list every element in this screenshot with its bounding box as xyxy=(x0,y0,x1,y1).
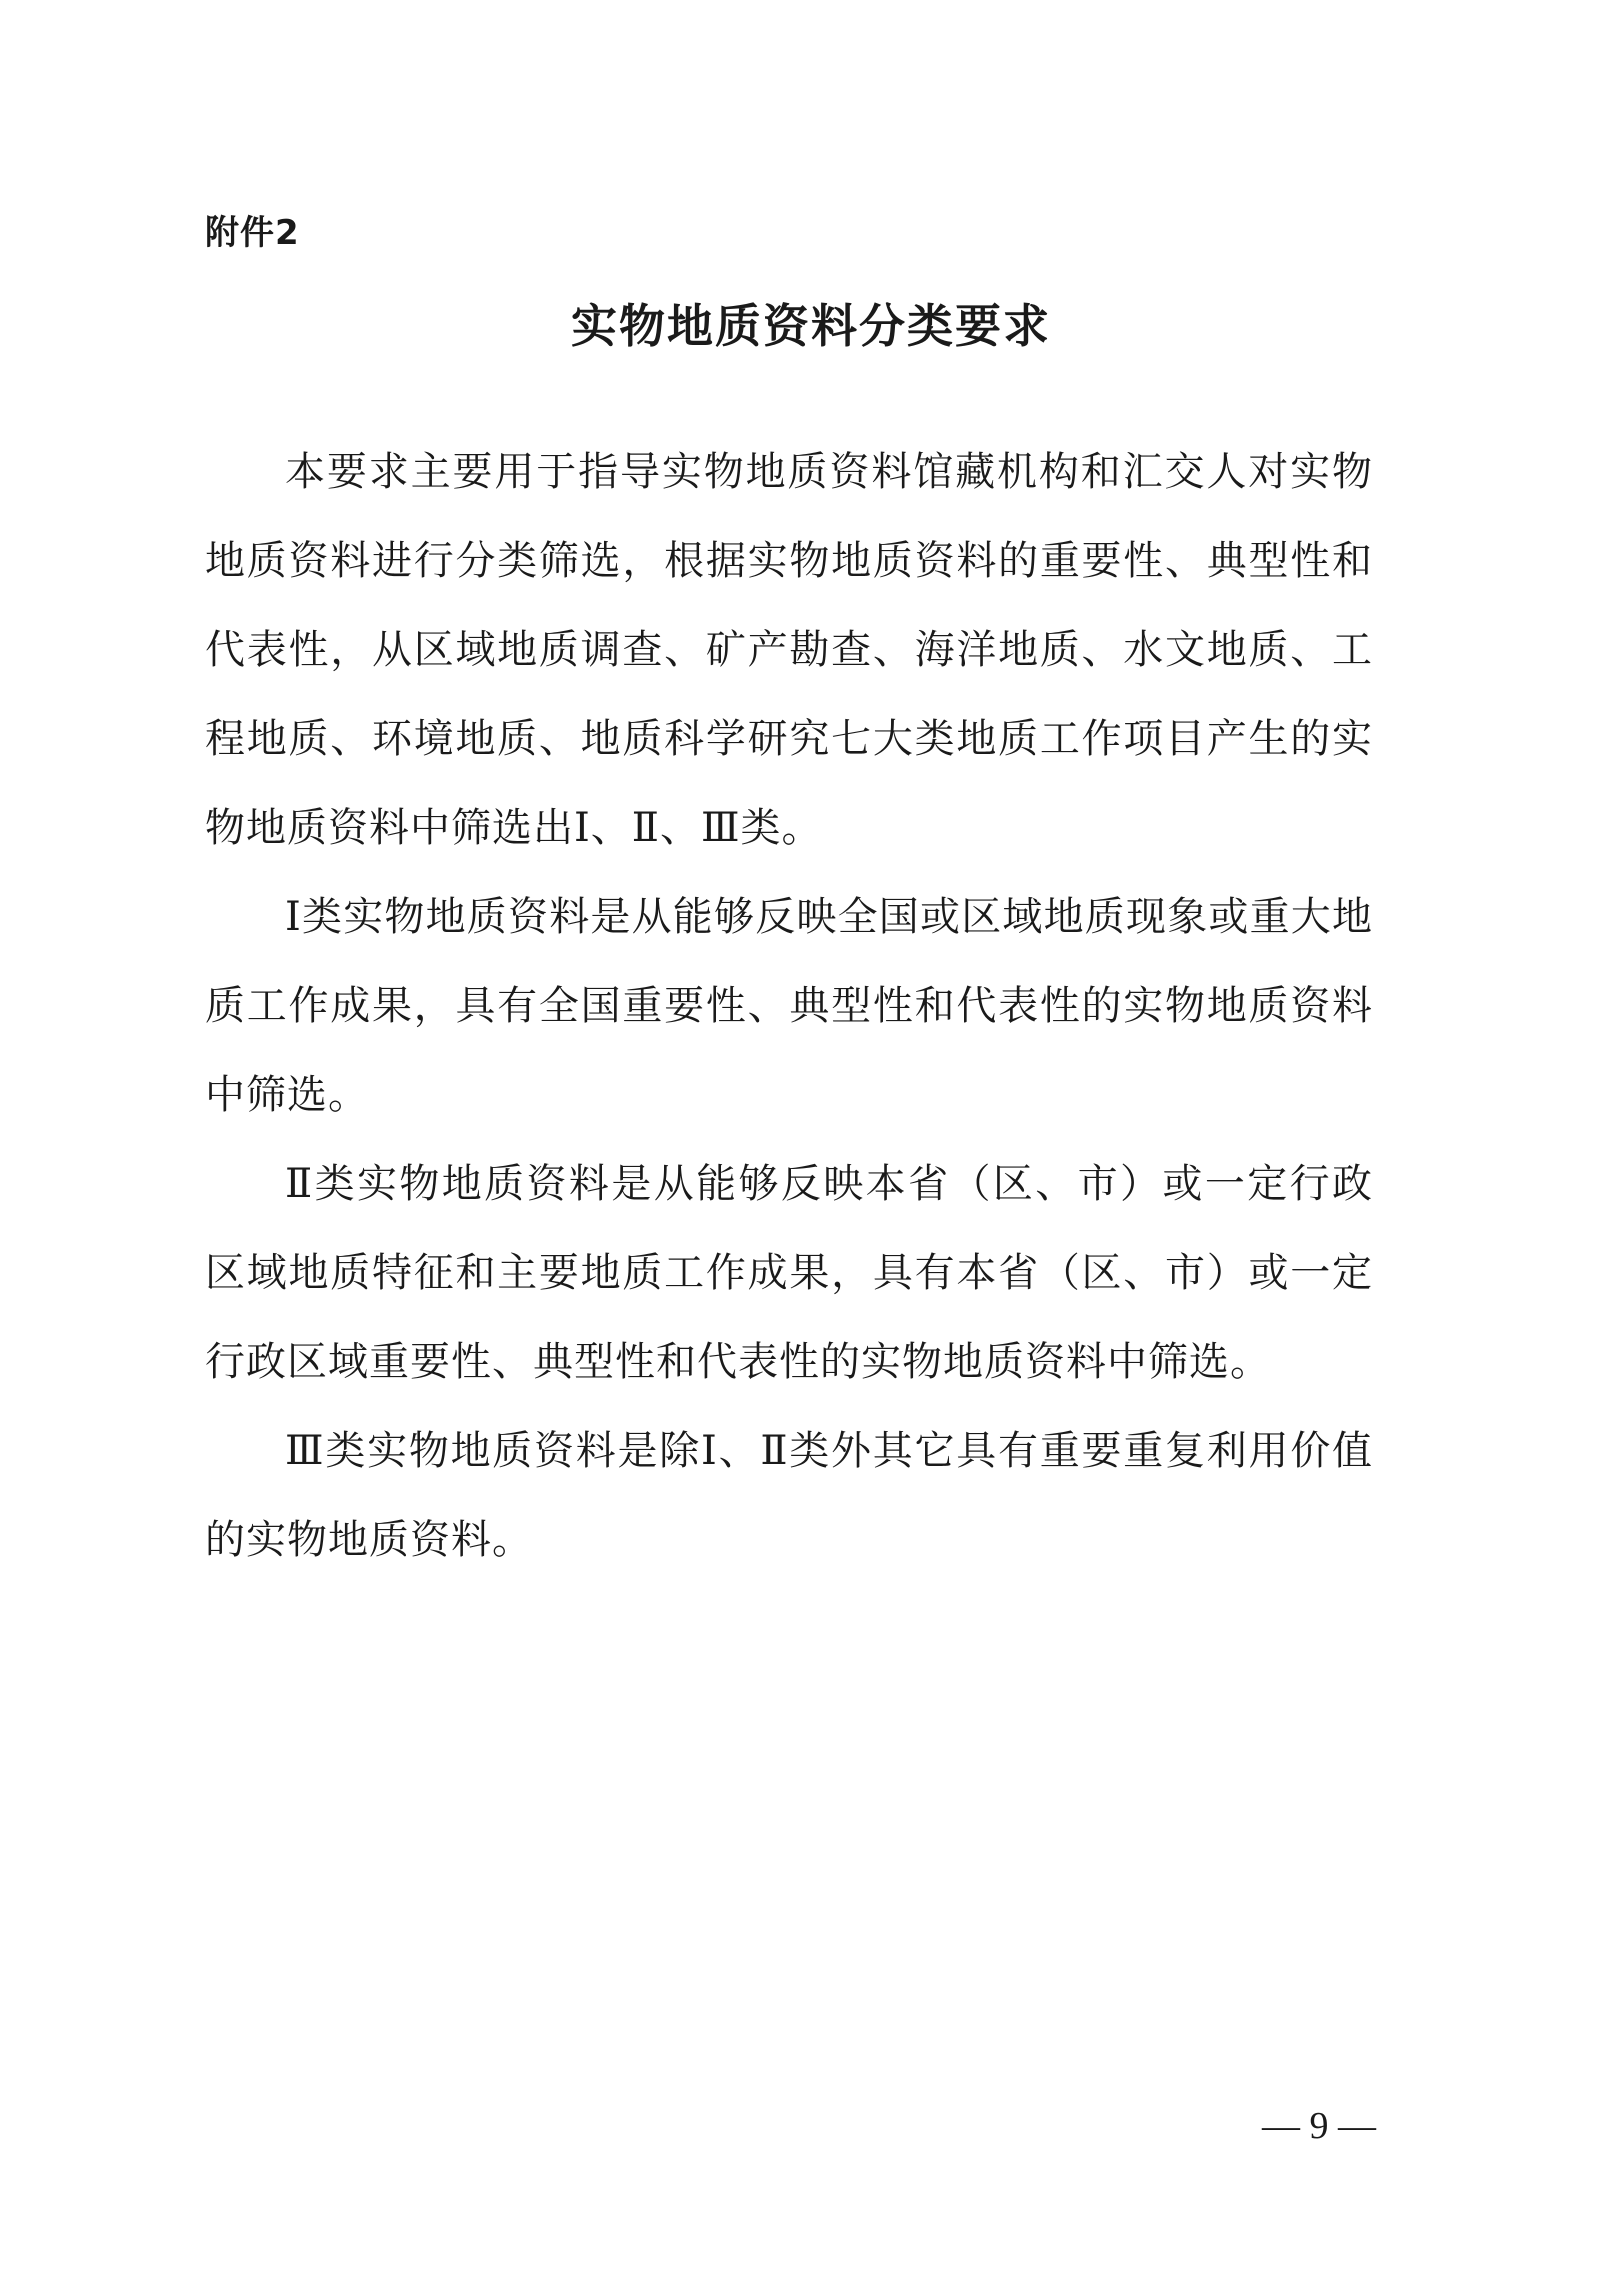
document-title: 实物地质资料分类要求 xyxy=(571,299,1051,353)
paragraph-class-1: Ⅰ类实物地质资料是从能够反映全国或区域地质现象或重大地质工作成果，具有全国重要性、典型性和代表性的实物地质资料中筛选。 xyxy=(205,894,1373,1118)
attachment-label: 附件2 xyxy=(205,213,300,253)
page-number: — 9 — xyxy=(1262,2105,1376,2147)
paragraph-intro: 本要求主要用于指导实物地质资料馆藏机构和汇交人对实物地质资料进行分类筛选，根据实物地质资料的重要性、典型性和代表性，从区域地质调查、矿产勘查、海洋地质、水文地质、工程地质、环境地质、地质科学研究七大类地质工作项目产生的实物地质资料中筛选出Ⅰ、Ⅱ、Ⅲ类。 xyxy=(205,449,1373,851)
paragraph-class-2: Ⅱ类实物地质资料是从能够反映本省（区、市）或一定行政区域地质特征和主要地质工作成果，具有本省（区、市）或一定行政区域重要性、典型性和代表性的实物地质资料中筛选。 xyxy=(205,1161,1373,1385)
document-body xyxy=(205,428,1373,1585)
paragraph-class-3: Ⅲ类实物地质资料是除Ⅰ、Ⅱ类外其它具有重要重复利用价值的实物地质资料。 xyxy=(205,1428,1373,1563)
